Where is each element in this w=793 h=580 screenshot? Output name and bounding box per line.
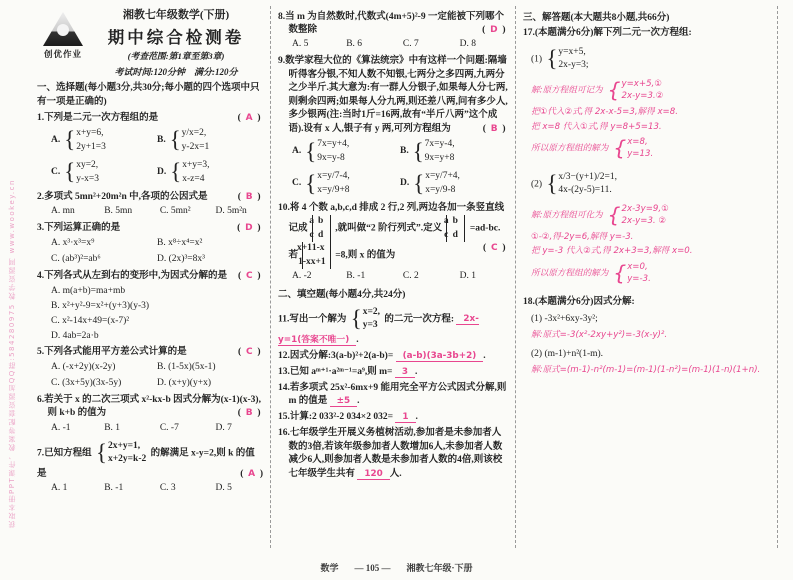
q10-option-c: C. 2: [402, 271, 419, 282]
question-16: 16.七年级学生开展义务植树活动,参加者是未参加者人数的3倍,若该年级参加者人数增加6人,未参加者人数减少6人,则参加者人数是未参加者人数的4倍,则该校七年级学生共有 120 人.: [278, 428, 503, 479]
q10-text-2: ,就叫做“2 阶行列式”.定义: [335, 223, 443, 234]
q1-option-b: B. { y/x=2, y-2x=1: [157, 126, 263, 155]
q17-part1-system: { y=x+5, 2x-y=3;: [546, 46, 588, 73]
section-2-heading: 二、填空题(每小题4分,共24分): [278, 289, 406, 300]
q10-determinant-1: a b c d: [312, 215, 331, 242]
question-9: [278, 55, 508, 199]
q9-answer: ( B ): [493, 123, 508, 136]
question-8: [278, 11, 508, 53]
q8-answer: ( D ): [493, 24, 508, 37]
q7-answer: ( A ): [240, 468, 263, 481]
q11-text-2: 的二元一次方程:: [384, 314, 455, 325]
question-13: 13.已知 aᵐ⁺¹·a²ᵐ⁻¹=a⁹,则 m= 3 .: [278, 366, 418, 377]
page-title: 期中综合检测卷: [107, 27, 245, 47]
q4-stem: 4.下列各式从左到右的变形中,为因式分解的是: [37, 271, 228, 282]
q3-option-a: A. x³·x³=x⁹: [51, 237, 95, 248]
q5-option-c: C. (3x+5y)(3x-5y): [51, 377, 122, 388]
q3-option-b: B. x⁸÷x⁴=x²: [157, 237, 203, 248]
series-title: 湘教七年级数学(下册): [122, 9, 230, 21]
q4-option-b: B. x²+y²-9=x²+(y+3)(y-3): [51, 301, 150, 312]
q18-part1: (1) -3x²+6xy-3y²;: [531, 313, 598, 324]
q9-stem: 9.数学家程大位的《算法统宗》中有这样一个问题:隔墙听得客分银,不知人数不知银,七两分之多四两,九两分之少半斤.其大意为:有一群人分银子,如果每人分七两,则剩余四两;如果每人分九两,则还差八两,问有多少人,多少银两(注:当时1斤=16两,故有“半斤八两”这个成语).设有 x 人,银子有 y 两,可列方程组为: [278, 56, 508, 134]
q8-stem: 8.当 m 为自然数时,代数式(4m+5)²-9 一定能被下列哪个数整除: [278, 11, 504, 35]
q17-part2-solution: 解:原方程组可化为 { 2x-3y=9,① 2x-y=3. ② ①-②,得-2y=6,解得 y=-3. 把 y=-3 代入②式,得 2x+3=3,解得 x=0. 所以原方程组的解为 { x=0, y=-3.: [531, 202, 770, 287]
section-3-heading: 三、解答题(本大题共8小题,共66分): [523, 13, 670, 23]
exam-info: 考试时间:120分钟 满分:120分: [114, 66, 238, 77]
column-2: [270, 6, 516, 548]
q4-option-a: A. m(a+b)=ma+mb: [51, 286, 126, 297]
q7-system: { 2x+y=1, x+2y=k-2: [96, 440, 146, 467]
q2-option-d: D. 5m²n: [215, 206, 247, 217]
question-11: 11.写出一个解为 { x=2, y=3 的二元一次方程: 2x-y=1(答案不唯一) .: [278, 305, 508, 347]
q17-stem: 17.(本题满分6分)解下列二元一次方程组:: [523, 28, 692, 39]
q7-option-c: C. 3: [159, 483, 176, 494]
q9-option-d: D. { x=y/7+4, x=y/9-8: [400, 169, 508, 198]
q7-stem-post: 的解满足 x-y=2,则 k 的值是: [37, 448, 255, 479]
question-15: 15.计算:2 033²-2 034×2 032= 1 .: [278, 412, 418, 423]
q6-option-d: D. 7: [215, 422, 232, 433]
q4-option-d: D. 4ab=2a·b: [51, 331, 99, 342]
q17-part1-solution: 解:原方程组可记为 { y=x+5,① 2x-y=3.② 把①代入②式,得 2x-x-5=3,解得 x=8. 把 x=8 代入①式,得 y=8+5=13. 所以原方程组的解为 { x=8, y=13.: [531, 77, 770, 162]
q17-part2-system: { x/3−(y+1)/2=1, 4x-(2y-5)=11.: [546, 171, 617, 198]
question-14: 14.若多项式 25x²-6mx+9 能用完全平方公式因式分解,则 m 的值是 ±5 .: [278, 382, 507, 407]
question-2: [37, 191, 263, 220]
q10-answer: ( C ): [493, 242, 508, 255]
q9-option-b: B. { 7x=y-4, 9x=y+8: [400, 137, 508, 166]
q5-option-b: B. (1-5x)(5x-1): [157, 361, 216, 372]
question-10: [278, 202, 508, 285]
q12-blank-answer: (a-b)(3a-3b+2): [396, 351, 484, 362]
column-3: [516, 6, 778, 548]
q6-answer: ( B ): [248, 407, 263, 420]
q8-option-a: A. 5: [292, 39, 309, 50]
q9-option-a: A. { 7x=y+4, 9x=y-8: [292, 137, 400, 166]
q3-option-c: C. (ab³)²=ab⁶: [51, 254, 101, 265]
brand-logo-text: 创优作业: [43, 49, 82, 59]
q6-option-a: A. -1: [51, 422, 71, 433]
footer-subject: 数学: [320, 563, 339, 574]
q18-stem: 18.(本题满分6分)因式分解:: [523, 297, 635, 308]
q1-option-a: A. { x+y=6, 2y+1=3: [51, 126, 157, 155]
q7-stem-pre: 7.已知方程组: [37, 448, 92, 459]
q7-option-a: A. 1: [51, 483, 68, 494]
paper-header: [37, 8, 263, 78]
q5-option-d: D. (x+y)(y+x): [157, 377, 211, 388]
question-12: 12.因式分解:3(a-b)²+2(a-b)= (a-b)(3a-3b+2) .: [278, 350, 486, 361]
footer-book: 湘教七年级·下册: [406, 563, 473, 574]
q6-stem: 6.若关于 x 的二次三项式 x²-kx-b 因式分解为(x-1)(x-3),则 k+b 的值为: [37, 394, 261, 419]
q2-answer: ( B ): [248, 191, 263, 204]
page-footer: [0, 562, 793, 575]
question-4: [37, 270, 263, 343]
q5-option-a: A. (-x+2y)(x-2y): [51, 361, 116, 372]
q1-stem: 1.下列是二元一次方程组的是: [37, 112, 159, 123]
q10-determinant-3: x+1 1-x 1-x x+1: [302, 242, 331, 269]
q10-option-a: A. -2: [292, 271, 312, 282]
q8-option-c: C. 7: [402, 39, 419, 50]
q18-part2: (2) (m-1)+n²(1-m).: [531, 348, 604, 359]
q17-part2: (2) { x/3−(y+1)/2=1, 4x-(2y-5)=11.: [531, 170, 770, 199]
q10-determinant-2: a b c d: [446, 215, 465, 242]
footer-page-number: — 105 —: [354, 563, 391, 574]
q15-blank-answer: 1: [395, 412, 415, 423]
q12-text: 12.因式分解:3(a-b)²+2(a-b)=: [278, 350, 394, 361]
q18-part2-solution: 解:原式=(m-1)-n²(m-1)=(m-1)(1-n²)=(m-1)(1-n)(1+n).: [531, 365, 761, 375]
q4-option-c: C. x²-14x+49=(x-7)²: [51, 316, 130, 327]
q3-stem: 3.下列运算正确的是: [37, 223, 121, 234]
q18-part1-solution: 解:原式=-3(x²-2xy+y²)=-3(x-y)².: [531, 330, 668, 341]
q10-option-b: B. -1: [346, 271, 366, 282]
question-3: [37, 222, 263, 267]
column-1: [30, 6, 270, 548]
side-watermark: 获取本册PPT课件、教案等配套资源加QQ群:584280975 教学资源网 www.wookey.cn: [8, 179, 16, 528]
q8-option-b: B. 6: [346, 39, 363, 50]
question-6: [37, 394, 263, 436]
q11-blank-answer: 2x-y=1(答案不唯一): [278, 314, 479, 345]
brand-logo: [37, 12, 89, 60]
q11-system: { x=2, y=3: [351, 306, 380, 333]
q11-text: 11.写出一个解为: [278, 314, 347, 325]
q2-option-c: C. 5mn²: [159, 206, 191, 217]
q9-option-c: C. { x=y/7-4, x=y/9+8: [292, 169, 400, 198]
brand-logo-icon: [43, 12, 83, 46]
q14-text: 14.若多项式 25x²-6mx+9 能用完全平方公式因式分解,则 m 的值是: [278, 382, 507, 407]
q1-option-d: D. { x+y=3, x-z=4: [157, 158, 263, 187]
q16-text: 16.七年级学生开展义务植树活动,参加者是未参加者人数的3倍,若该年级参加者人数增加6人,未参加者人数减少6人,则参加者人数是未参加者人数的4倍,则该校七年级学生共有: [278, 428, 503, 479]
q8-option-d: D. 8: [459, 39, 476, 50]
q13-blank-answer: 3: [395, 367, 415, 378]
q17-part1: (1) { y=x+5, 2x-y=3;: [531, 45, 770, 74]
q1-answer: ( A ): [248, 112, 263, 125]
q7-option-d: D. 5: [215, 483, 232, 494]
q10-text-4: =8,则 x 的值为: [335, 250, 396, 261]
q10-text-1: 10.将 4 个数 a,b,c,d 排成 2 行,2 列,两边各加一条竖直线记成: [278, 202, 505, 234]
q2-stem: 2.多项式 5mn²+20m²n 中,各项的公因式是: [37, 191, 208, 202]
q16-blank-answer: 120: [357, 469, 389, 480]
q14-blank-answer: ±5: [330, 396, 358, 407]
q3-option-d: D. (2x)³=8x³: [157, 254, 205, 265]
q4-answer: ( C ): [248, 270, 263, 283]
q7-option-b: B. -1: [104, 483, 124, 494]
question-5: [37, 346, 263, 391]
header-titles: [89, 8, 263, 78]
q6-option-b: B. 1: [104, 422, 121, 433]
q3-answer: ( D ): [248, 222, 263, 235]
q10-text-3: =ad-bc.若: [288, 223, 501, 261]
question-1: [37, 112, 263, 188]
q13-text: 13.已知 aᵐ⁺¹·a²ᵐ⁻¹=a⁹,则 m=: [278, 366, 393, 377]
question-7: [37, 439, 263, 497]
exam-scope: (考查范围:第1章至第3章): [127, 51, 225, 62]
q2-option-a: A. mn: [51, 206, 75, 217]
q2-option-b: B. 5mn: [104, 206, 133, 217]
q5-stem: 5.下列各式能用平方差公式计算的是: [37, 347, 187, 358]
q15-text: 15.计算:2 033²-2 034×2 032=: [278, 412, 394, 423]
q6-option-c: C. -7: [159, 422, 179, 433]
q1-option-c: C. { xy=2, y-x=3: [51, 158, 157, 187]
q10-option-d: D. 1: [459, 271, 476, 282]
section-1-heading: 一、选择题(每小题3分,共30分;每小题的四个选项中只有一项是正确的): [37, 83, 260, 107]
q5-answer: ( C ): [248, 346, 263, 359]
